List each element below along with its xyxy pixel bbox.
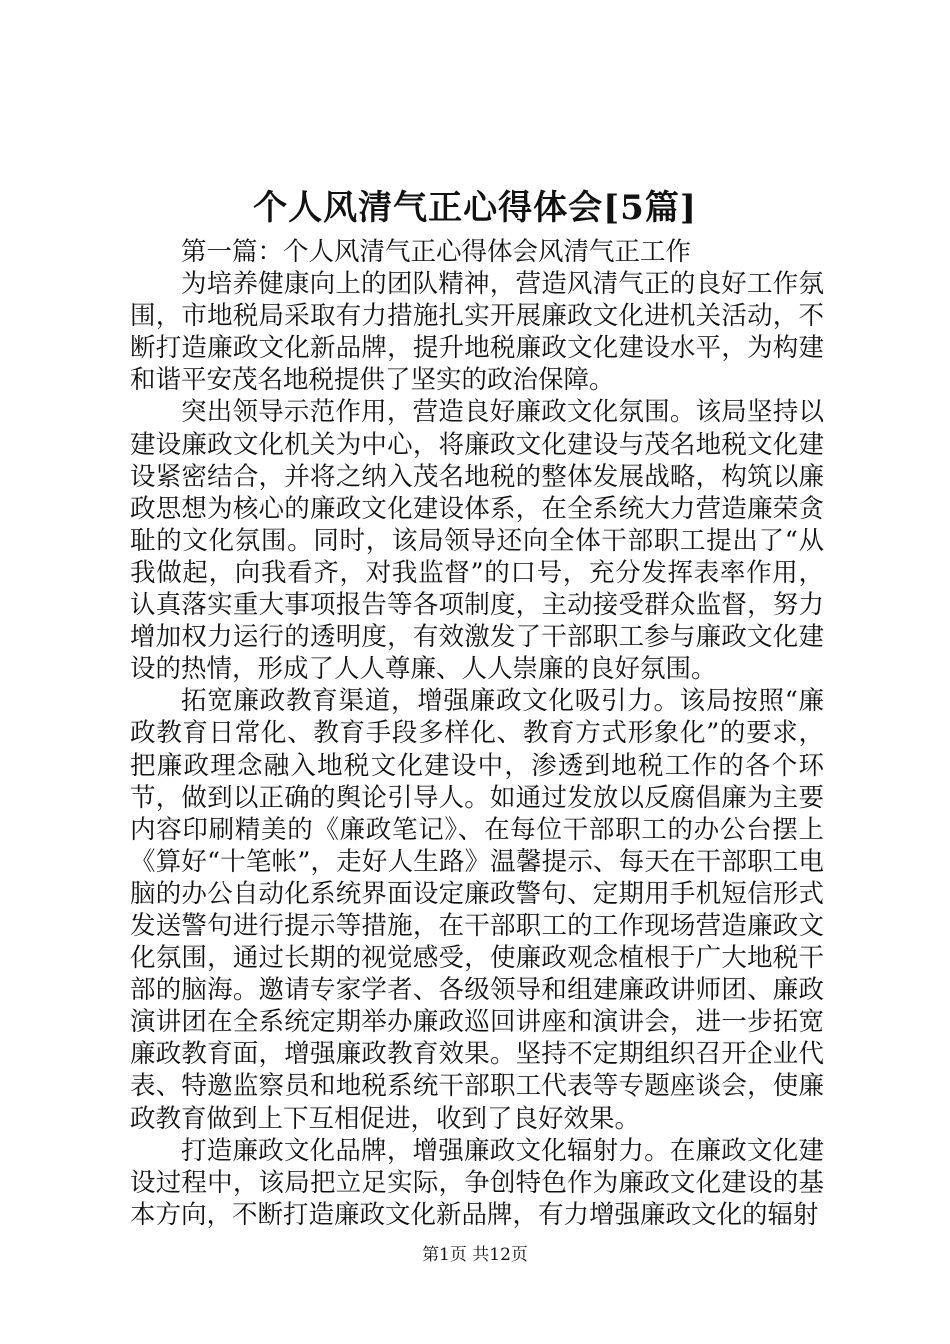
document-title: 个人风清气正心得体会[5篇]	[253, 188, 697, 228]
body-paragraph: 打造廉政文化品牌，增强廉政文化辐射力。在廉政文化建设过程中，该局把立足实际，争创特色作为廉政文化建设的基本方向，不断打造廉政文化新品牌，有力增强廉政文化的辐射	[130, 1135, 824, 1230]
section-heading: 第一篇：个人风清气正心得体会风清气正工作	[181, 237, 692, 267]
body-paragraph: 拓宽廉政教育渠道，增强廉政文化吸引力。该局按照“廉政教育日常化、教育手段多样化、教育方式形象化”的要求，把廉政理念融入地税文化建设中，渗透到地税工作的各个环节，做到以正确的舆论引导人。如通过发放以反腐倡廉为主要内容印刷精美的《廉政笔记》、在每位干部职工的办公台摆上《算好“十笔帐”，走好人生路》温馨提示、每天在干部职工电脑的办公自动化系统界面设定廉政警句、定期用手机短信形式发送警句进行提示等措施，在干部职工的工作现场营造廉政文化氛围，通过长期的视觉感受，使廉政观念植根于广大地税干部的脑海。邀请专家学者、各级领导和组建廉政讲师团、廉政演讲团在全系统定期举办廉政巡回讲座和演讲会，进一步拓宽廉政教育面，增强廉政教育效果。坚持不定期组织召开企业代表、特邀监察员和地税系统干部职工代表等专题座谈会，使廉政教育做到上下互相促进，收到了良好效果。	[130, 686, 824, 1134]
document-body	[130, 236, 824, 1231]
page-footer: 第1页 共12页	[422, 1245, 528, 1265]
body-paragraph: 突出领导示范作用，营造良好廉政文化氛围。该局坚持以建设廉政文化机关为中心，将廉政文化建设与茂名地税文化建设紧密结合，并将之纳入茂名地税的整体发展战略，构筑以廉政思想为核心的廉政文化建设体系，在全系统大力营造廉荣贪耻的文化氛围。同时，该局领导还向全体干部职工提出了“从我做起，向我看齐，对我监督”的口号，充分发挥表率作用，认真落实重大事项报告等各项制度，主动接受群众监督，努力增加权力运行的透明度，有效激发了干部职工参与廉政文化建设的热情，形成了人人尊廉、人人崇廉的良好氛围。	[130, 397, 824, 685]
body-paragraph: 为培养健康向上的团队精神，营造风清气正的良好工作氛围，市地税局采取有力措施扎实开展廉政文化进机关活动，不断打造廉政文化新品牌，提升地税廉政文化建设水平，为构建和谐平安茂名地税提供了坚实的政治保障。	[130, 269, 824, 396]
